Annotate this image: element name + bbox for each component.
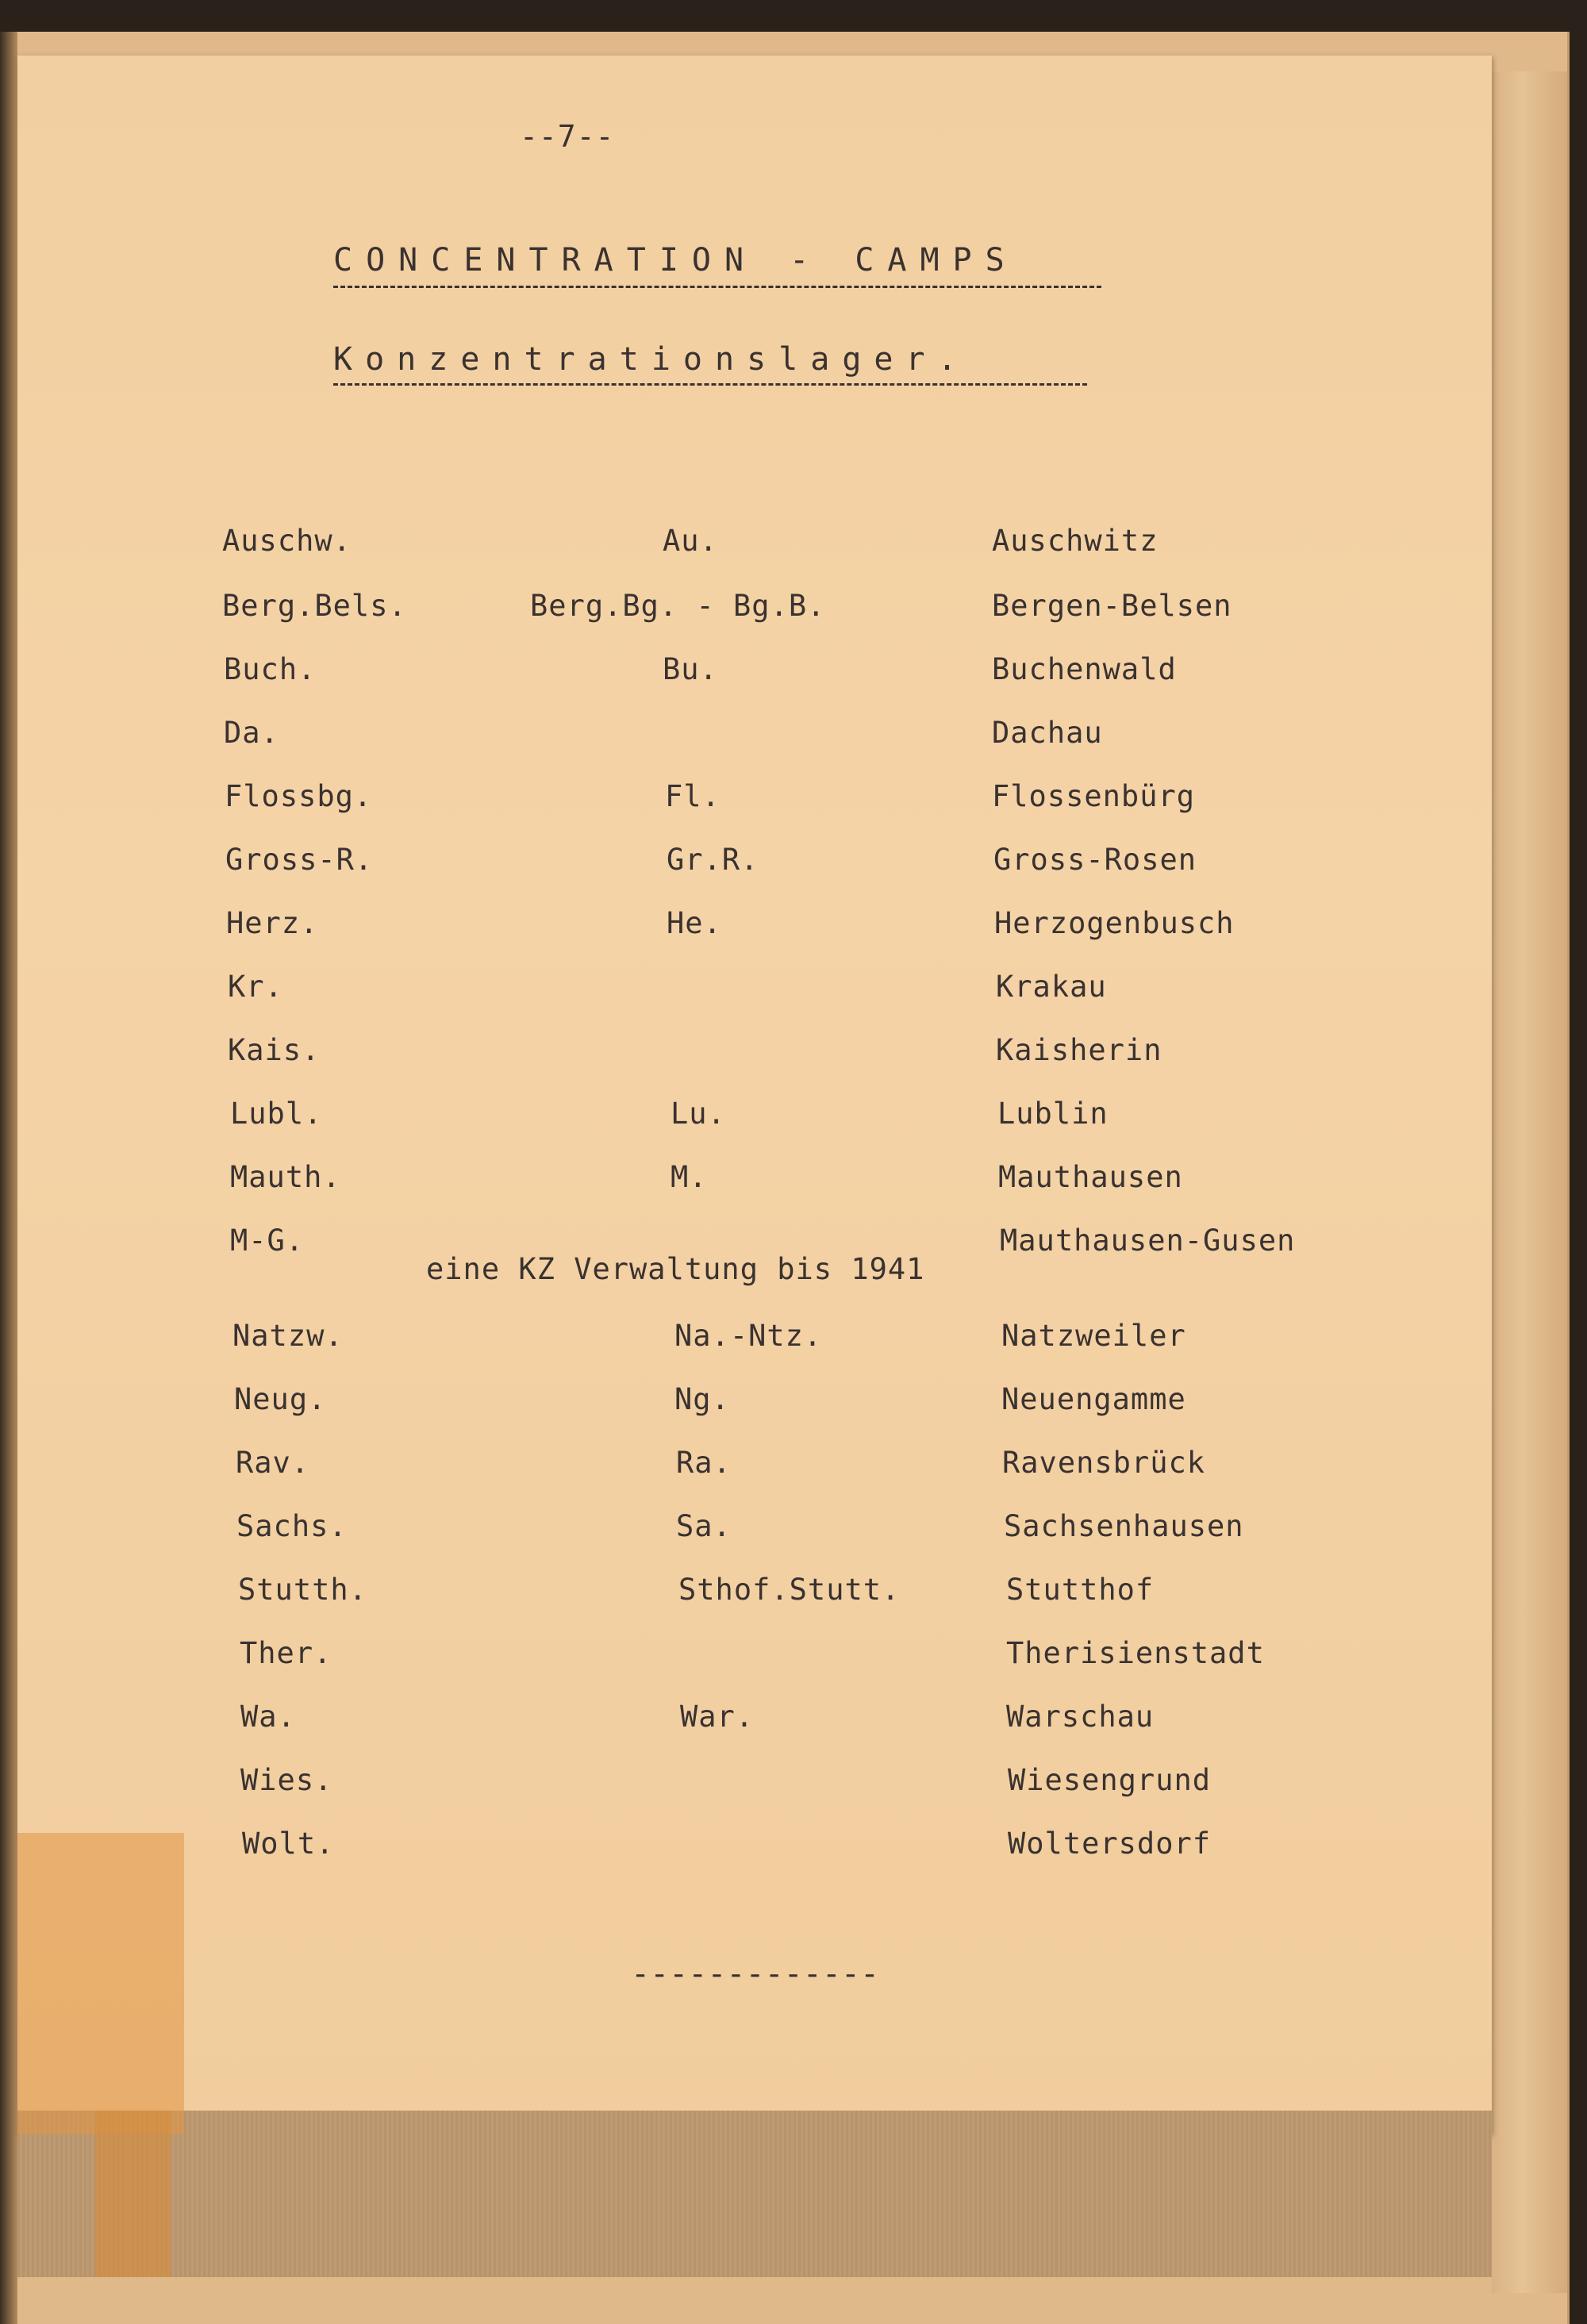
camp-abbreviation: Rav. <box>236 1446 310 1480</box>
camp-name: Lublin <box>997 1097 1109 1131</box>
camp-name: Bergen-Belsen <box>992 589 1232 623</box>
camp-name: Mauthausen-Gusen <box>1000 1223 1296 1258</box>
camp-alt-abbreviation: Gr.R. <box>667 843 759 877</box>
title-english: CONCENTRATION - CAMPS <box>333 242 1018 278</box>
title-german-underline <box>333 383 1087 386</box>
camp-name: Therisienstadt <box>1006 1636 1265 1670</box>
tape-patch <box>17 1833 184 2134</box>
camp-abbreviation: Herz. <box>226 906 319 940</box>
camp-name: Wiesengrund <box>1008 1763 1212 1797</box>
camp-abbreviation: Neug. <box>234 1382 327 1416</box>
camp-abbreviation: Lubl. <box>230 1097 323 1131</box>
camp-abbreviation: Ther. <box>240 1636 332 1670</box>
bottom-paper-strip <box>17 2111 1492 2277</box>
camp-name: Woltersdorf <box>1008 1827 1212 1861</box>
camp-alt-abbreviation: Sa. <box>676 1509 732 1543</box>
camp-name: Flossenbürg <box>992 779 1196 813</box>
camp-abbreviation: Natzw. <box>232 1319 344 1353</box>
camp-name: Mauthausen <box>998 1160 1183 1194</box>
end-rule: ------------- <box>631 1956 880 1992</box>
folder-side-edge <box>1492 71 1567 2293</box>
camp-name: Auschwitz <box>992 524 1159 558</box>
tape-tab <box>95 2111 171 2277</box>
camp-alt-abbreviation: War. <box>680 1700 755 1734</box>
camp-alt-abbreviation: Fl. <box>665 779 720 813</box>
camp-name: Gross-Rosen <box>993 843 1197 877</box>
administration-note: eine KZ Verwaltung bis 1941 <box>426 1252 925 1286</box>
camp-name: Natzweiler <box>1001 1319 1186 1353</box>
camp-alt-abbreviation: Lu. <box>671 1097 726 1131</box>
camp-alt-abbreviation: Bu. <box>663 652 718 686</box>
binding-edge <box>0 32 17 2324</box>
camp-abbreviation: Gross-R. <box>225 843 374 877</box>
camp-alt-abbreviation: He. <box>667 906 722 940</box>
camp-name: Sachsenhausen <box>1004 1509 1244 1543</box>
camp-alt-abbreviation: M. <box>671 1160 708 1194</box>
title-german: Konzentrationslager. <box>333 341 970 378</box>
camp-alt-abbreviation: Sthof.Stutt. <box>678 1573 901 1607</box>
camp-abbreviation: Kr. <box>228 970 283 1004</box>
camp-abbreviation: Stutth. <box>238 1573 367 1607</box>
title-english-underline <box>333 286 1101 288</box>
page-number: --7-- <box>520 119 615 154</box>
camp-abbreviation: Sachs. <box>236 1509 348 1543</box>
camp-name: Buchenwald <box>992 652 1177 686</box>
camp-alt-abbreviation: Na.-Ntz. <box>674 1319 823 1353</box>
camp-name: Krakau <box>996 970 1107 1004</box>
camp-name: Ravensbrück <box>1002 1446 1206 1480</box>
camp-name: Warschau <box>1006 1700 1155 1734</box>
camp-abbreviation: Auschw. <box>222 524 352 558</box>
camp-name: Neuengamme <box>1001 1382 1186 1416</box>
camp-name: Stutthof <box>1006 1573 1155 1607</box>
camp-name: Kaisherin <box>996 1033 1162 1067</box>
camp-abbreviation: Flossbg. <box>225 779 373 813</box>
camp-abbreviation: Kais. <box>228 1033 321 1067</box>
camp-abbreviation: Buch. <box>224 652 317 686</box>
camp-alt-abbreviation: Au. <box>663 524 718 558</box>
camp-abbreviation: Berg.Bels. <box>222 589 407 623</box>
camp-alt-abbreviation: Berg.Bg. - Bg.B. <box>530 589 826 623</box>
camp-alt-abbreviation: Ng. <box>674 1382 730 1416</box>
camp-abbreviation: Wolt. <box>242 1827 335 1861</box>
camp-abbreviation: Da. <box>224 716 279 750</box>
camp-abbreviation: Wies. <box>240 1763 333 1797</box>
camp-abbreviation: M-G. <box>230 1223 305 1258</box>
camp-alt-abbreviation: Ra. <box>676 1446 732 1480</box>
camp-name: Dachau <box>992 716 1103 750</box>
camp-name: Herzogenbusch <box>994 906 1235 940</box>
camp-abbreviation: Mauth. <box>230 1160 341 1194</box>
camp-abbreviation: Wa. <box>240 1700 296 1734</box>
